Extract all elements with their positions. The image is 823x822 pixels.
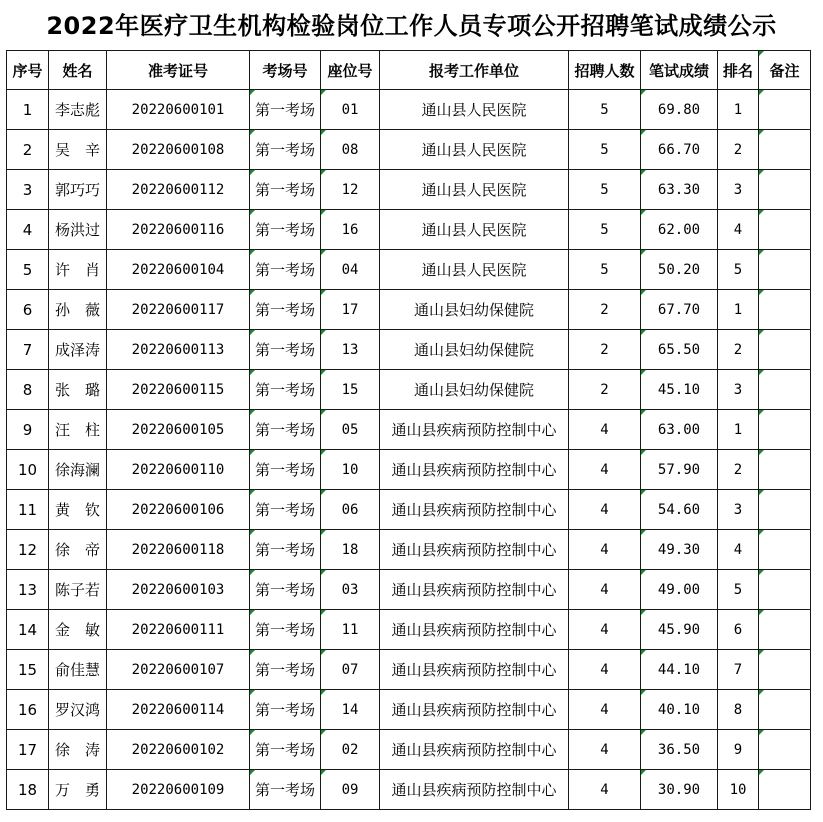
cell-rank[interactable]: 2 (718, 450, 759, 490)
cell-seat[interactable]: 17 (321, 290, 380, 330)
cell-note[interactable] (759, 170, 811, 210)
cell-ticket[interactable]: 20220600108 (107, 130, 250, 170)
cell-unit[interactable]: 通山县疾病预防控制中心 (380, 770, 569, 810)
table-row (7, 90, 811, 130)
table-row (7, 650, 811, 690)
cell-seat[interactable]: 06 (321, 490, 380, 530)
cell-room[interactable]: 第一考场 (250, 210, 321, 250)
cell-note[interactable] (759, 210, 811, 250)
cell-note[interactable] (759, 330, 811, 370)
cell-rank[interactable]: 5 (718, 250, 759, 290)
table-row (7, 250, 811, 290)
table-row (7, 410, 811, 450)
cell-score[interactable]: 45.10 (641, 370, 718, 410)
cell-ticket[interactable]: 20220600114 (107, 690, 250, 730)
cell-ticket[interactable]: 20220600101 (107, 90, 250, 130)
cell-ticket[interactable]: 20220600116 (107, 210, 250, 250)
cell-rank[interactable]: 3 (718, 170, 759, 210)
col-header-room[interactable]: 考场号 (250, 51, 321, 90)
cell-unit[interactable]: 通山县疾病预防控制中心 (380, 650, 569, 690)
cell-quota[interactable]: 4 (569, 770, 641, 810)
cell-unit[interactable]: 通山县人民医院 (380, 210, 569, 250)
cell-rank[interactable]: 1 (718, 90, 759, 130)
cell-quota[interactable]: 2 (569, 370, 641, 410)
cell-rank[interactable]: 2 (718, 330, 759, 370)
cell-no[interactable]: 5 (7, 250, 49, 290)
cell-quota[interactable]: 4 (569, 410, 641, 450)
cell-seat[interactable]: 16 (321, 210, 380, 250)
cell-ticket[interactable]: 20220600115 (107, 370, 250, 410)
cell-unit[interactable]: 通山县人民医院 (380, 250, 569, 290)
cell-name[interactable]: 张 璐 (49, 370, 107, 410)
cell-no[interactable]: 4 (7, 210, 49, 250)
table-row (7, 770, 811, 810)
cell-ticket[interactable]: 20220600117 (107, 290, 250, 330)
col-header-score[interactable]: 笔试成绩 (641, 51, 718, 90)
cell-rank[interactable]: 3 (718, 370, 759, 410)
cell-quota[interactable]: 2 (569, 330, 641, 370)
cell-score[interactable]: 54.60 (641, 490, 718, 530)
cell-room[interactable]: 第一考场 (250, 770, 321, 810)
table-row (7, 690, 811, 730)
table-row (7, 530, 811, 570)
cell-unit[interactable]: 通山县疾病预防控制中心 (380, 530, 569, 570)
cell-no[interactable]: 1 (7, 90, 49, 130)
cell-rank[interactable]: 1 (718, 290, 759, 330)
cell-no[interactable]: 18 (7, 770, 49, 810)
cell-score[interactable]: 36.50 (641, 730, 718, 770)
cell-name[interactable]: 俞佳慧 (49, 650, 107, 690)
cell-unit[interactable]: 通山县妇幼保健院 (380, 290, 569, 330)
cell-no[interactable]: 11 (7, 490, 49, 530)
table-row (7, 170, 811, 210)
cell-ticket[interactable]: 20220600107 (107, 650, 250, 690)
cell-quota[interactable]: 4 (569, 570, 641, 610)
cell-quota[interactable]: 5 (569, 90, 641, 130)
table-row (7, 210, 811, 250)
cell-note[interactable] (759, 650, 811, 690)
cell-room[interactable]: 第一考场 (250, 170, 321, 210)
col-header-quota[interactable]: 招聘人数 (569, 51, 641, 90)
col-header-rank[interactable]: 排名 (718, 51, 759, 90)
cell-unit[interactable]: 通山县疾病预防控制中心 (380, 610, 569, 650)
cell-quota[interactable]: 4 (569, 450, 641, 490)
cell-ticket[interactable]: 20220600111 (107, 610, 250, 650)
cell-name[interactable]: 陈子若 (49, 570, 107, 610)
cell-ticket[interactable]: 20220600102 (107, 730, 250, 770)
col-header-ticket[interactable]: 准考证号 (107, 51, 250, 90)
cell-rank[interactable]: 8 (718, 690, 759, 730)
cell-seat[interactable]: 07 (321, 650, 380, 690)
cell-name[interactable]: 成泽涛 (49, 330, 107, 370)
cell-name[interactable]: 许 肖 (49, 250, 107, 290)
cell-note[interactable] (759, 610, 811, 650)
table-row (7, 450, 811, 490)
cell-quota[interactable]: 4 (569, 730, 641, 770)
table-row (7, 490, 811, 530)
cell-no[interactable]: 10 (7, 450, 49, 490)
cell-no[interactable]: 15 (7, 650, 49, 690)
cell-note[interactable] (759, 370, 811, 410)
cell-score[interactable]: 63.00 (641, 410, 718, 450)
cell-room[interactable]: 第一考场 (250, 370, 321, 410)
cell-note[interactable] (759, 450, 811, 490)
table-row (7, 370, 811, 410)
cell-no[interactable]: 2 (7, 130, 49, 170)
cell-quota[interactable]: 4 (569, 610, 641, 650)
cell-ticket[interactable]: 20220600106 (107, 490, 250, 530)
cell-unit[interactable]: 通山县疾病预防控制中心 (380, 450, 569, 490)
cell-score[interactable]: 65.50 (641, 330, 718, 370)
cell-score[interactable]: 69.80 (641, 90, 718, 130)
cell-score[interactable]: 45.90 (641, 610, 718, 650)
col-header-note[interactable]: 备注 (759, 51, 811, 90)
cell-name[interactable]: 李志彪 (49, 90, 107, 130)
cell-no[interactable]: 13 (7, 570, 49, 610)
col-header-unit[interactable]: 报考工作单位 (380, 51, 569, 90)
cell-score[interactable]: 30.90 (641, 770, 718, 810)
cell-seat[interactable]: 05 (321, 410, 380, 450)
cell-name[interactable]: 金 敏 (49, 610, 107, 650)
cell-ticket[interactable]: 20220600113 (107, 330, 250, 370)
results-table (6, 50, 811, 810)
table-row (7, 290, 811, 330)
cell-note[interactable] (759, 570, 811, 610)
cell-ticket[interactable]: 20220600103 (107, 570, 250, 610)
cell-unit[interactable]: 通山县疾病预防控制中心 (380, 490, 569, 530)
cell-rank[interactable]: 10 (718, 770, 759, 810)
cell-unit[interactable]: 通山县人民医院 (380, 90, 569, 130)
cell-room[interactable]: 第一考场 (250, 690, 321, 730)
cell-seat[interactable]: 18 (321, 530, 380, 570)
cell-seat[interactable]: 10 (321, 450, 380, 490)
table-row (7, 130, 811, 170)
cell-room[interactable]: 第一考场 (250, 650, 321, 690)
col-header-name[interactable]: 姓名 (49, 51, 107, 90)
col-header-no[interactable]: 序号 (7, 51, 49, 90)
table-row (7, 610, 811, 650)
cell-seat[interactable]: 11 (321, 610, 380, 650)
cell-no[interactable]: 14 (7, 610, 49, 650)
cell-rank[interactable]: 1 (718, 410, 759, 450)
cell-unit[interactable]: 通山县人民医院 (380, 130, 569, 170)
cell-seat[interactable]: 13 (321, 330, 380, 370)
cell-quota[interactable]: 4 (569, 650, 641, 690)
cell-unit[interactable]: 通山县疾病预防控制中心 (380, 570, 569, 610)
cell-ticket[interactable]: 20220600105 (107, 410, 250, 450)
cell-quota[interactable]: 5 (569, 170, 641, 210)
cell-score[interactable]: 40.10 (641, 690, 718, 730)
cell-seat[interactable]: 04 (321, 250, 380, 290)
cell-quota[interactable]: 2 (569, 290, 641, 330)
cell-rank[interactable]: 4 (718, 530, 759, 570)
cell-quota[interactable]: 5 (569, 210, 641, 250)
cell-seat[interactable]: 01 (321, 90, 380, 130)
cell-quota[interactable]: 4 (569, 690, 641, 730)
cell-name[interactable]: 汪 柱 (49, 410, 107, 450)
cell-unit[interactable]: 通山县疾病预防控制中心 (380, 730, 569, 770)
cell-room[interactable]: 第一考场 (250, 250, 321, 290)
cell-no[interactable]: 7 (7, 330, 49, 370)
cell-note[interactable] (759, 410, 811, 450)
cell-score[interactable]: 49.00 (641, 570, 718, 610)
cell-room[interactable]: 第一考场 (250, 290, 321, 330)
cell-rank[interactable]: 2 (718, 130, 759, 170)
cell-ticket[interactable]: 20220600118 (107, 530, 250, 570)
table-row (7, 330, 811, 370)
cell-quota[interactable]: 4 (569, 530, 641, 570)
cell-score[interactable]: 63.30 (641, 170, 718, 210)
cell-name[interactable]: 万 勇 (49, 770, 107, 810)
cell-no[interactable]: 17 (7, 730, 49, 770)
cell-note[interactable] (759, 290, 811, 330)
page-title: 2022年医疗卫生机构检验岗位工作人员专项公开招聘笔试成绩公示 (46, 12, 777, 40)
cell-seat[interactable]: 02 (321, 730, 380, 770)
cell-score[interactable]: 49.30 (641, 530, 718, 570)
cell-rank[interactable]: 3 (718, 490, 759, 530)
cell-name[interactable]: 黄 钦 (49, 490, 107, 530)
cell-score[interactable]: 67.70 (641, 290, 718, 330)
cell-rank[interactable]: 9 (718, 730, 759, 770)
col-header-seat[interactable]: 座位号 (321, 51, 380, 90)
cell-quota[interactable]: 4 (569, 490, 641, 530)
cell-room[interactable]: 第一考场 (250, 490, 321, 530)
cell-unit[interactable]: 通山县妇幼保健院 (380, 370, 569, 410)
cell-room[interactable]: 第一考场 (250, 570, 321, 610)
cell-seat[interactable]: 09 (321, 770, 380, 810)
cell-note[interactable] (759, 730, 811, 770)
cell-room[interactable]: 第一考场 (250, 610, 321, 650)
cell-note[interactable] (759, 490, 811, 530)
cell-name[interactable]: 徐海澜 (49, 450, 107, 490)
cell-score[interactable]: 50.20 (641, 250, 718, 290)
cell-quota[interactable]: 5 (569, 250, 641, 290)
cell-seat[interactable]: 14 (321, 690, 380, 730)
cell-ticket[interactable]: 20220600110 (107, 450, 250, 490)
cell-name[interactable]: 郭巧巧 (49, 170, 107, 210)
cell-seat[interactable]: 08 (321, 130, 380, 170)
cell-score[interactable]: 57.90 (641, 450, 718, 490)
cell-room[interactable]: 第一考场 (250, 730, 321, 770)
cell-rank[interactable]: 6 (718, 610, 759, 650)
cell-no[interactable]: 8 (7, 370, 49, 410)
cell-seat[interactable]: 15 (321, 370, 380, 410)
cell-no[interactable]: 3 (7, 170, 49, 210)
cell-room[interactable]: 第一考场 (250, 330, 321, 370)
table-row (7, 570, 811, 610)
cell-note[interactable] (759, 90, 811, 130)
cell-note[interactable] (759, 770, 811, 810)
cell-seat[interactable]: 03 (321, 570, 380, 610)
cell-room[interactable]: 第一考场 (250, 410, 321, 450)
cell-name[interactable]: 徐 帝 (49, 530, 107, 570)
cell-ticket[interactable]: 20220600109 (107, 770, 250, 810)
cell-note[interactable] (759, 130, 811, 170)
cell-name[interactable]: 罗汉鸿 (49, 690, 107, 730)
cell-room[interactable]: 第一考场 (250, 450, 321, 490)
cell-note[interactable] (759, 530, 811, 570)
cell-name[interactable]: 徐 涛 (49, 730, 107, 770)
cell-rank[interactable]: 5 (718, 570, 759, 610)
cell-note[interactable] (759, 690, 811, 730)
cell-unit[interactable]: 通山县疾病预防控制中心 (380, 410, 569, 450)
cell-unit[interactable]: 通山县妇幼保健院 (380, 330, 569, 370)
cell-ticket[interactable]: 20220600104 (107, 250, 250, 290)
cell-score[interactable]: 62.00 (641, 210, 718, 250)
cell-rank[interactable]: 7 (718, 650, 759, 690)
cell-score[interactable]: 44.10 (641, 650, 718, 690)
cell-no[interactable]: 9 (7, 410, 49, 450)
table-row (7, 730, 811, 770)
cell-score[interactable]: 66.70 (641, 130, 718, 170)
cell-ticket[interactable]: 20220600112 (107, 170, 250, 210)
cell-name[interactable]: 杨洪过 (49, 210, 107, 250)
cell-note[interactable] (759, 250, 811, 290)
cell-name[interactable]: 吴 辛 (49, 130, 107, 170)
cell-room[interactable]: 第一考场 (250, 130, 321, 170)
cell-name[interactable]: 孙 薇 (49, 290, 107, 330)
cell-no[interactable]: 16 (7, 690, 49, 730)
cell-room[interactable]: 第一考场 (250, 90, 321, 130)
cell-seat[interactable]: 12 (321, 170, 380, 210)
cell-quota[interactable]: 5 (569, 130, 641, 170)
cell-room[interactable]: 第一考场 (250, 530, 321, 570)
cell-unit[interactable]: 通山县人民医院 (380, 170, 569, 210)
cell-rank[interactable]: 4 (718, 210, 759, 250)
cell-no[interactable]: 12 (7, 530, 49, 570)
header-row (7, 51, 811, 90)
cell-unit[interactable]: 通山县疾病预防控制中心 (380, 690, 569, 730)
cell-no[interactable]: 6 (7, 290, 49, 330)
